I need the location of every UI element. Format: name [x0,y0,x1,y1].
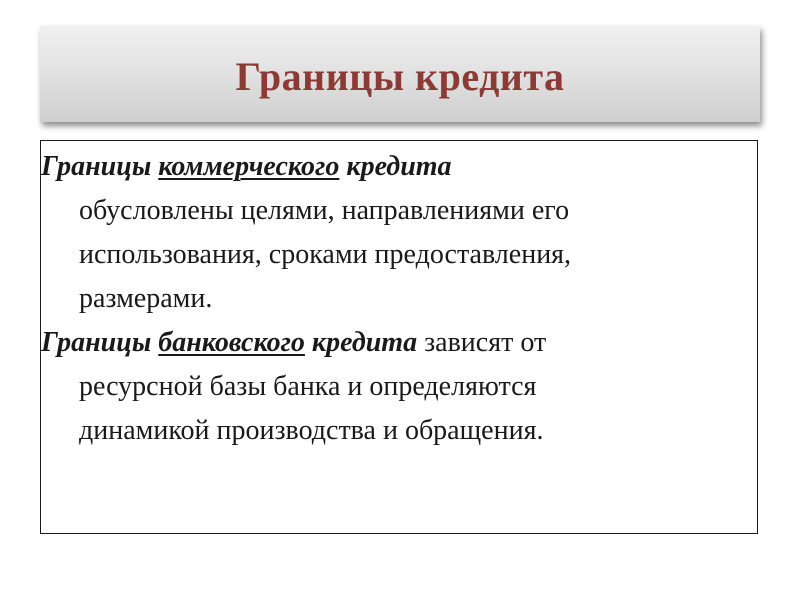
lead-text: кредита [339,151,452,182]
lead-text: Границы [41,327,159,358]
content-box [40,140,758,534]
paragraph-line [41,321,731,365]
lead-text: Границы [41,151,159,182]
paragraph-line: обусловлены целями, направлениями его [79,195,570,226]
paragraph-commercial-credit [41,145,731,321]
paragraph-text: зависят от [417,327,547,358]
lead-text: кредита [304,327,418,358]
slide-title: Границы кредита [235,53,565,99]
lead-underlined-term: коммерческого [158,151,340,182]
paragraph-line: использования, сроками предоставления, [79,239,572,270]
paragraph-line: ресурсной базы банка и определяются [79,371,537,402]
paragraph-bank-credit [41,321,731,453]
paragraph-line: размерами. [79,283,213,314]
paragraph-line [41,145,731,189]
paragraph-line: динамикой производства и обращения. [79,415,544,446]
lead-underlined-term: банковского [158,327,305,358]
slide-title-banner [40,26,760,122]
